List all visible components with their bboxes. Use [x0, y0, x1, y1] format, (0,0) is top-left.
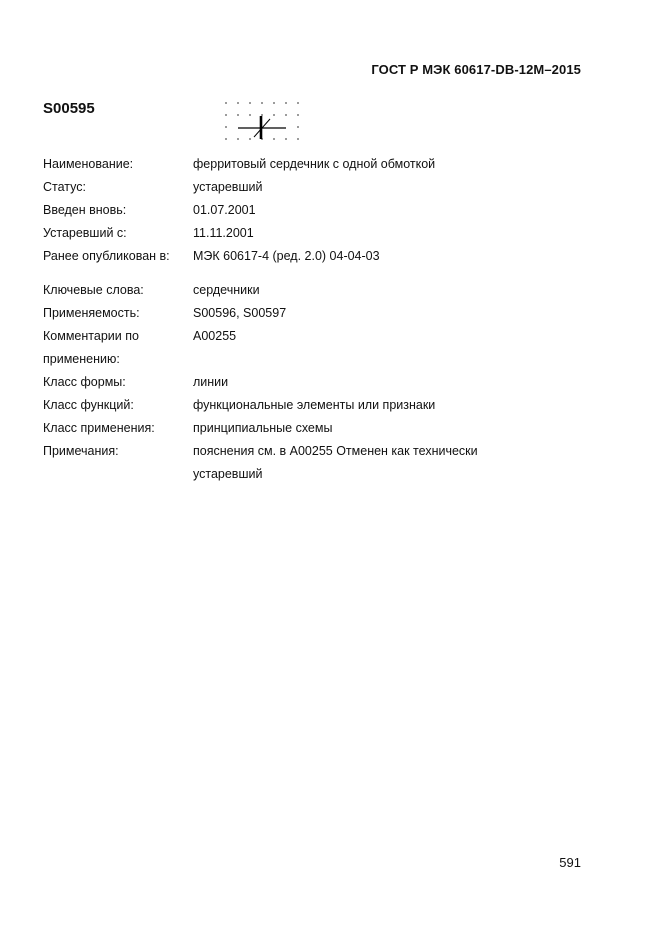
property-value [193, 348, 513, 371]
property-label: Устаревший с: [43, 226, 127, 240]
property-row-form-class [43, 371, 513, 394]
property-label: Ключевые слова: [43, 283, 144, 297]
property-row-introduced [43, 199, 513, 222]
property-row-status [43, 176, 513, 199]
property-value: ферритовый сердечник с одной обмоткой [193, 157, 436, 171]
property-label: Класс применения: [43, 421, 155, 435]
property-row-function-class [43, 394, 513, 417]
property-label: Класс формы: [43, 375, 126, 389]
property-value: 01.07.2001 [193, 203, 256, 217]
property-label: Статус: [43, 180, 86, 194]
property-value: функциональные элементы или признаки [193, 398, 436, 412]
property-label: Класс функций: [43, 398, 134, 412]
document-header: ГОСТ Р МЭК 60617-DB-12M–2015 [371, 62, 581, 77]
property-label: Ранее опубликован в: [43, 249, 170, 263]
property-row-published-in [43, 245, 513, 268]
property-row-applicability [43, 302, 513, 325]
property-row-remarks [43, 440, 513, 463]
property-row-remarks-cont [43, 463, 513, 486]
property-value: МЭК 60617-4 (ред. 2.0) 04-04-03 [193, 249, 380, 263]
property-label [43, 463, 193, 486]
property-value: устаревший [193, 467, 263, 481]
property-label: Введен вновь: [43, 203, 127, 217]
property-row-obsolete-since [43, 222, 513, 245]
symbol-code: S00595 [43, 100, 95, 117]
property-value: сердечники [193, 283, 260, 297]
property-row-application-notes-cont [43, 348, 513, 371]
property-row-application-class [43, 417, 513, 440]
property-row-keywords [43, 279, 513, 302]
property-label: Наименование: [43, 157, 134, 171]
property-value: линии [193, 375, 229, 389]
property-label: Примечания: [43, 444, 119, 458]
property-value: устаревший [193, 180, 263, 194]
property-value: A00255 [193, 329, 237, 343]
page-number: 591 [559, 855, 581, 870]
ferrite-core-single-winding-symbol-icon [221, 97, 303, 151]
property-value: принципиальные схемы [193, 421, 333, 435]
property-label: Применяемость: [43, 306, 140, 320]
property-value: пояснения см. в A00255 Отменен как технически [193, 444, 478, 458]
property-label: Комментарии по [43, 329, 139, 343]
property-value: S00596, S00597 [193, 306, 287, 320]
property-row-application-notes [43, 325, 513, 348]
property-label: применению: [43, 352, 120, 366]
section-spacer [43, 268, 513, 279]
properties-table [43, 153, 513, 486]
property-value: 11.11.2001 [193, 226, 254, 240]
property-row-name [43, 153, 513, 176]
